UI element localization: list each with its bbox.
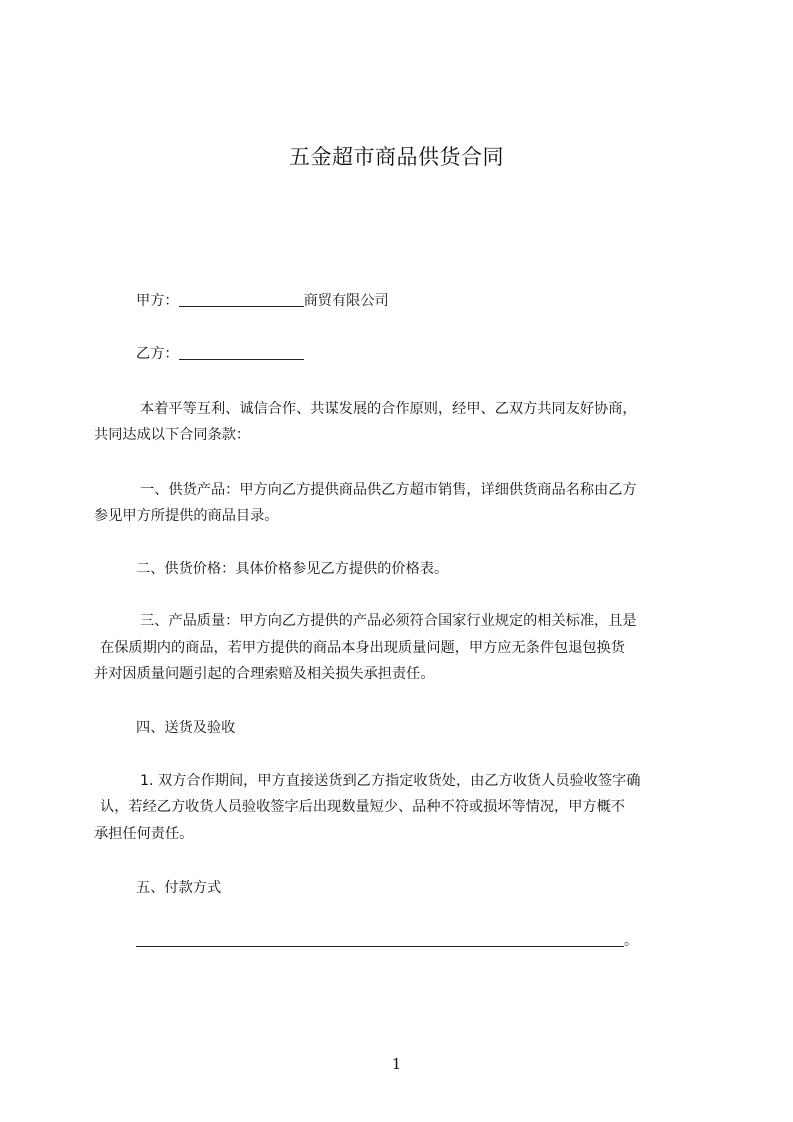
page-number: 1: [391, 1055, 402, 1073]
clause-5-blank-line: [136, 927, 706, 955]
party-b-line: [136, 340, 706, 368]
document-title: 五金超市商品供货合同: [289, 145, 504, 169]
intro-line-1: 本着平等互利、诚信合作、共谋发展的合作原则，经甲、乙双方共同友好协商，: [140, 401, 637, 417]
intro-line-2: 共同达成以下合同条款：: [94, 427, 251, 443]
clause-5-heading: 五、付款方式: [136, 880, 222, 896]
clause-1-line-1: 一、供货产品：甲方向乙方提供商品供乙方超市销售，详细供货商品名称由乙方: [140, 482, 637, 498]
clause-3-line-1: 三、产品质量：甲方向乙方提供的产品必须符合国家行业规定的相关标准，且是: [140, 613, 637, 629]
party-b-blank[interactable]: [179, 344, 304, 360]
clause-3-line-2: 在保质期内的商品，若甲方提供的商品本身出现质量问题，甲方应无条件包退包换货: [100, 640, 625, 656]
payment-terms-blank[interactable]: [136, 931, 624, 947]
clause-5-end-mark: 。: [624, 933, 639, 949]
party-a-line: [136, 287, 706, 315]
clause-2-line-1: 二、供货价格：具体价格参见乙方提供的价格表。: [136, 561, 449, 577]
party-b-label: 乙方：: [136, 346, 179, 362]
party-a-suffix: 商贸有限公司: [303, 293, 389, 309]
clause-1-line-2: 参见甲方所提供的商品目录。: [94, 508, 279, 524]
clause-4-line-1: 1. 双方合作期间，甲方直接送货到乙方指定收货处，由乙方收货人员验收签字确: [140, 773, 641, 789]
party-a-label: 甲方：: [136, 293, 179, 309]
clause-4-line-2: 认，若经乙方收货人员验收签字后出现数量短少、品种不符或损坏等情况，甲方概不: [100, 799, 625, 815]
clause-4-line-3: 承担任何责任。: [94, 826, 194, 842]
party-a-blank[interactable]: [179, 291, 304, 307]
clause-3-line-3: 并对因质量问题引起的合理索赔及相关损失承担责任。: [94, 666, 435, 682]
clause-4-heading: 四、送货及验收: [136, 720, 236, 736]
